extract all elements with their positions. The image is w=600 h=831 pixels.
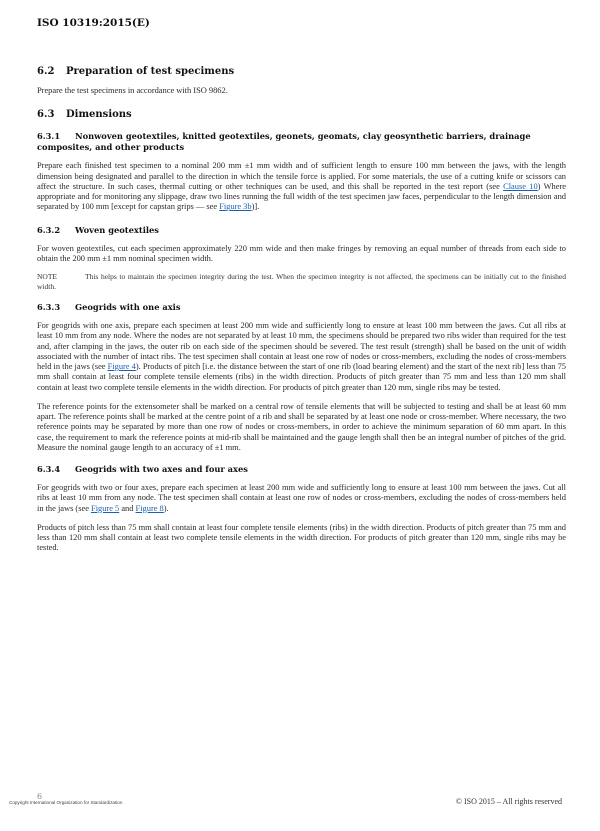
section-title: Geogrids with one axis (75, 302, 181, 312)
section-6-3-3-paragraph-1 (37, 320, 566, 392)
section-6-2-heading (37, 66, 566, 77)
section-number: 6.3.2 (37, 224, 61, 235)
section-title: Woven geotextiles (75, 224, 159, 235)
section-title: Preparation of test specimens (66, 66, 235, 77)
document-content (37, 66, 566, 562)
section-6-2-text: Prepare the test specimens in accordance with ISO 9862. (37, 85, 228, 95)
section-number: 6.3.4 (37, 464, 61, 474)
section-6-3-2-heading (37, 225, 566, 236)
section-6-3-4-paragraph-2: Products of pitch less than 75 mm shall contain at least four complete tensile elements (ribs) in the width direction. Products of pitch greater than 75 mm and less than 120 mm shall contain at least two complete tensile elements in the width direction. For products of pitch greater than 120 mm, single ribs may be tested. (37, 521, 566, 553)
paragraph-text: Prepare each finished test specimen to a nominal 200 mm ±1 mm width and of sufficient length to ensure 100 mm between the jaws, with the length dimension being designated and parallel to the direction in which the tensile force is applied. For some materials, the use of a cutting knife or scissors can affect the structure. In such cases, thermal cutting or other techniques can be used, and this shall be reported in the test report (see (37, 160, 566, 191)
section-6-3-4-paragraph-1 (37, 482, 566, 513)
figure-3b-link[interactable]: Figure 3b (219, 201, 252, 212)
section-number: 6.3.3 (37, 302, 61, 312)
section-6-3-1-heading (37, 131, 566, 153)
figure-5-link[interactable]: Figure 5 (91, 502, 120, 513)
section-number: 6.3.1 (37, 131, 61, 142)
section-6-3-2-paragraph: For woven geotextiles, cut each specimen approximately 220 mm wide and then make fringes by removing an equal number of threads from each side to obtain the 200 mm ±1 mm nominal specimen width. (37, 242, 566, 263)
paragraph-text: and (119, 502, 136, 513)
note-text: This helps to maintain the specimen integrity during the test. When the specimen integrity is not affected, the specimens can be initially cut to the finished width. (37, 272, 566, 291)
section-title: Nonwoven geotextiles, knitted geotextiles, geonets, geomats, clay geosynthetic barriers, drainage composites, and other products (37, 131, 531, 153)
section-number: 6.3 (37, 109, 55, 121)
section-6-3-4-heading (37, 464, 566, 475)
figure-8-link[interactable]: Figure 8 (135, 502, 164, 513)
paragraph-text: ). Products of pitch [i.e. the distance between the start of one rib (load bearing element) and the start of the next rib] less than 75 mm shall contain at least four complete tensile elements (ribs) in the width direction. Products of pitch greater than 75 mm and less than 120 mm shall contain at least two complete tensile elements in the width direction. For products of pitch greater than 120 mm, single ribs may be tested. (37, 361, 566, 392)
footer-copyright-org: Copyright International Organization for Standardization (9, 800, 123, 805)
page-number: 6 (37, 792, 43, 801)
section-6-3-3-heading (37, 302, 566, 313)
note-label: NOTE (37, 272, 57, 281)
paragraph-text: For geogrids with two or four axes, prepare each specimen at least 200 mm wide and sufficiently long to ensure at least 100 mm between the jaws. Cut all ribs at least 10 mm from any node. The test specimen shall contain at least one row of nodes or cross-members, excluding the nodes of cross-members held in the jaws (see (37, 482, 566, 513)
paragraph-text: ) Where appropriate and for monitoring any slippage, draw two lines running the full width of the test specimen jaw faces, perpendicular to the length dimension and separated by 100 mm [except for capstan grips — see (37, 180, 566, 212)
paragraph-text: For geogrids with one axis, prepare each specimen at least 200 mm wide and sufficiently long to ensure at least 100 mm between the jaws. Cut all ribs at least 10 mm from any node. Where the nodes are not separated by at least 10 mm, the specimens should be prepared two ribs wider than required for the test and, after clamping in the jaws, the outer rib on each side of the specimen should be severed. The test result (strength) shall be based on the unit of width associated with the number of intact ribs. The test specimen shall contain at least one row of nodes or cross-members, excluding the nodes of cross-members held in the jaws (see (37, 320, 566, 371)
document-header-title: ISO 10319:2015(E) (37, 17, 150, 29)
section-6-3-3-paragraph-2: The reference points for the extensometer shall be marked on a central row of tensile elements that will be subjected to testing and shall be at least 60 mm apart. The reference points shall be marked at the centre point of a rib and shall be separated by at least one node or cross-member. Where necessary, the two reference points may be separated by more than one row of nodes or cross-members, in order to achieve the minimum separation of 60 mm apart. In this case, the requirement to mark the reference points at mid-rib shall be maintained and the gauge length shall then be an integral number of pitches of the grid. Measure the nominal gauge length to an accuracy of ±1 mm. (37, 400, 566, 452)
footer-copyright: © ISO 2015 – All rights reserved (455, 797, 562, 806)
clause-10-link[interactable]: Clause 10 (503, 180, 538, 191)
section-title: Dimensions (66, 109, 132, 121)
paragraph-text: )]. (251, 201, 260, 212)
section-6-3-heading (37, 109, 566, 120)
section-number: 6.2 (37, 66, 55, 77)
section-title: Geogrids with two axes and four axes (75, 464, 248, 474)
paragraph-text: ). (163, 502, 169, 513)
section-6-3-1-paragraph (37, 160, 566, 211)
figure-4-link[interactable]: Figure 4 (107, 361, 136, 371)
section-6-3-2-note (37, 272, 566, 291)
